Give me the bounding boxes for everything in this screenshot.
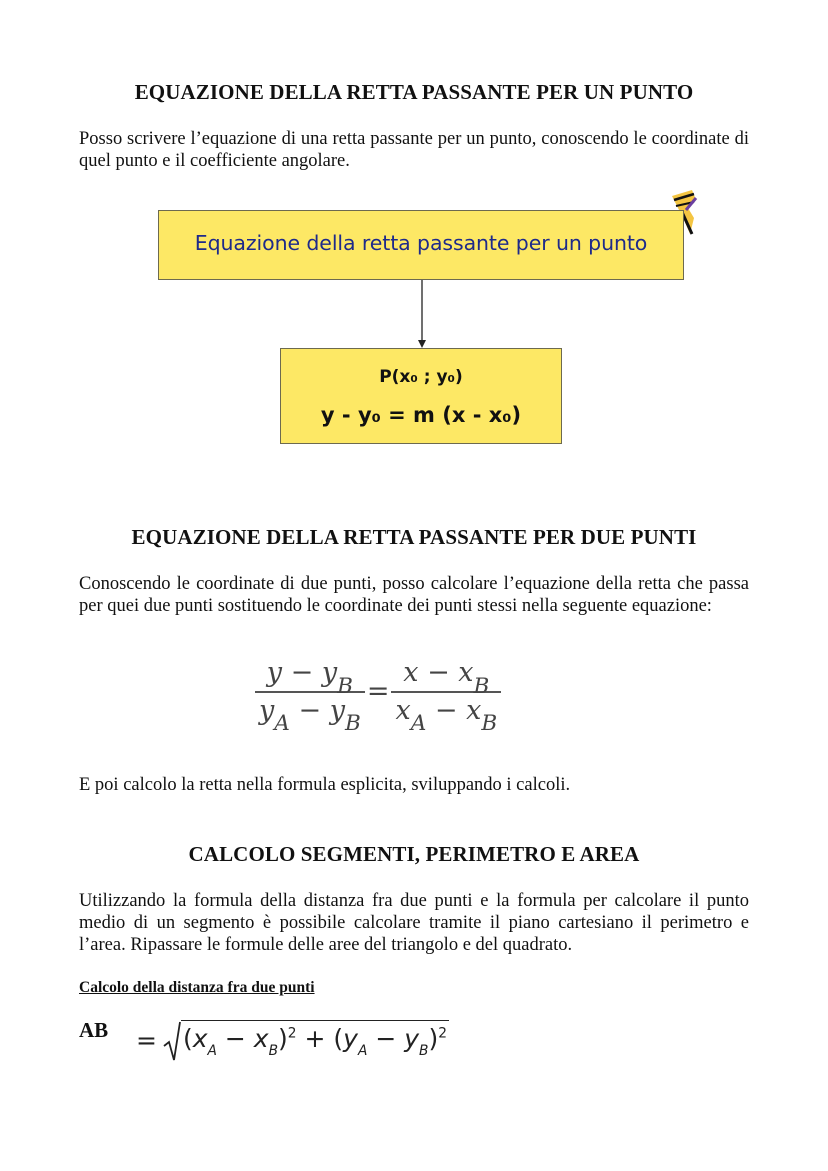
subscript-b: B <box>337 673 354 699</box>
var-x: x <box>458 657 474 688</box>
concept-box-top-label: Equazione della retta passante per un punto <box>194 231 648 255</box>
minus-sign: − <box>298 694 322 726</box>
subscript-a: A <box>410 711 427 737</box>
var-x: x <box>466 694 482 726</box>
subscript-b: B <box>344 711 361 737</box>
subscript-b: B <box>481 711 498 737</box>
var-y: y <box>266 657 283 688</box>
concept-box-top <box>158 210 684 280</box>
radicand: $(x_A - x_B)^2 + (y_A - y_B)^2$ <box>181 1020 449 1053</box>
var-x: x <box>253 1024 269 1053</box>
section3-intro: Utilizzando la formula della distanza fra due punti e la formula per calcolare il punto medio di un segmento è possibile calcolare tramite il piano cartesiano il perimetro e l’area. Ripassare le formule delle aree del triangolo e del quadrato. <box>79 891 749 955</box>
section2-title: EQUAZIONE DELLA RETTA PASSANTE PER DUE PUNTI <box>131 525 697 549</box>
section3-title: CALCOLO SEGMENTI, PERIMETRO E AREA <box>188 842 640 866</box>
minus-sign: − <box>434 694 458 726</box>
exponent: 2 <box>287 1025 297 1042</box>
var-x: x <box>192 1024 208 1053</box>
equals-sign: = <box>136 1026 157 1055</box>
concept-box-formula <box>280 348 562 444</box>
subscript-a: A <box>207 1042 217 1059</box>
subscript-b: B <box>419 1042 429 1059</box>
square-root-icon <box>163 1020 181 1064</box>
distance-subheading: Calcolo della distanza fra due punti <box>79 979 315 996</box>
two-point-formula <box>255 657 501 737</box>
section1-title: EQUAZIONE DELLA RETTA PASSANTE PER UN PUNTO <box>134 80 694 104</box>
var-x: x <box>395 694 411 726</box>
minus-sign: − <box>290 657 314 688</box>
var-y: y <box>321 657 338 688</box>
subscript-b: B <box>473 673 490 699</box>
var-x: x <box>403 657 419 688</box>
section2-intro: Conoscendo le coordinate di due punti, posso calcolare l’equazione della retta che passa per quei due punti sostituendo le coordinate dei punti stessi nella seguente equazione: <box>79 574 749 616</box>
two-point-right-fraction <box>391 657 501 737</box>
exponent: 2 <box>438 1025 447 1042</box>
point-label: P(x₀ ; y₀) <box>379 367 463 387</box>
subscript-a: A <box>274 711 290 737</box>
distance-formula <box>136 1020 449 1064</box>
subscript-a: A <box>357 1042 368 1059</box>
equals-sign: = <box>366 675 390 707</box>
distance-label: AB <box>79 1018 109 1042</box>
subscript-b: B <box>268 1042 279 1059</box>
section1-intro: Posso scrivere l’equazione di una retta passante per un punto, conoscendo le coordinate di quel punto e il coefficiente angolare. <box>79 129 749 171</box>
section2-note: E poi calcolo la retta nella formula esplicita, sviluppando i calcoli. <box>79 775 571 795</box>
var-y: y <box>343 1024 358 1053</box>
plus-sign: + <box>304 1024 326 1053</box>
minus-sign: − <box>224 1024 246 1053</box>
var-y: y <box>329 694 345 726</box>
minus-sign: − <box>375 1024 397 1053</box>
var-y: y <box>404 1024 420 1053</box>
two-point-left-fraction <box>255 657 365 737</box>
var-y: y <box>259 694 275 726</box>
minus-sign: − <box>427 657 450 688</box>
point-slope-formula: y - y₀ = m (x - x₀) <box>320 403 522 427</box>
connector-arrow <box>412 280 432 350</box>
